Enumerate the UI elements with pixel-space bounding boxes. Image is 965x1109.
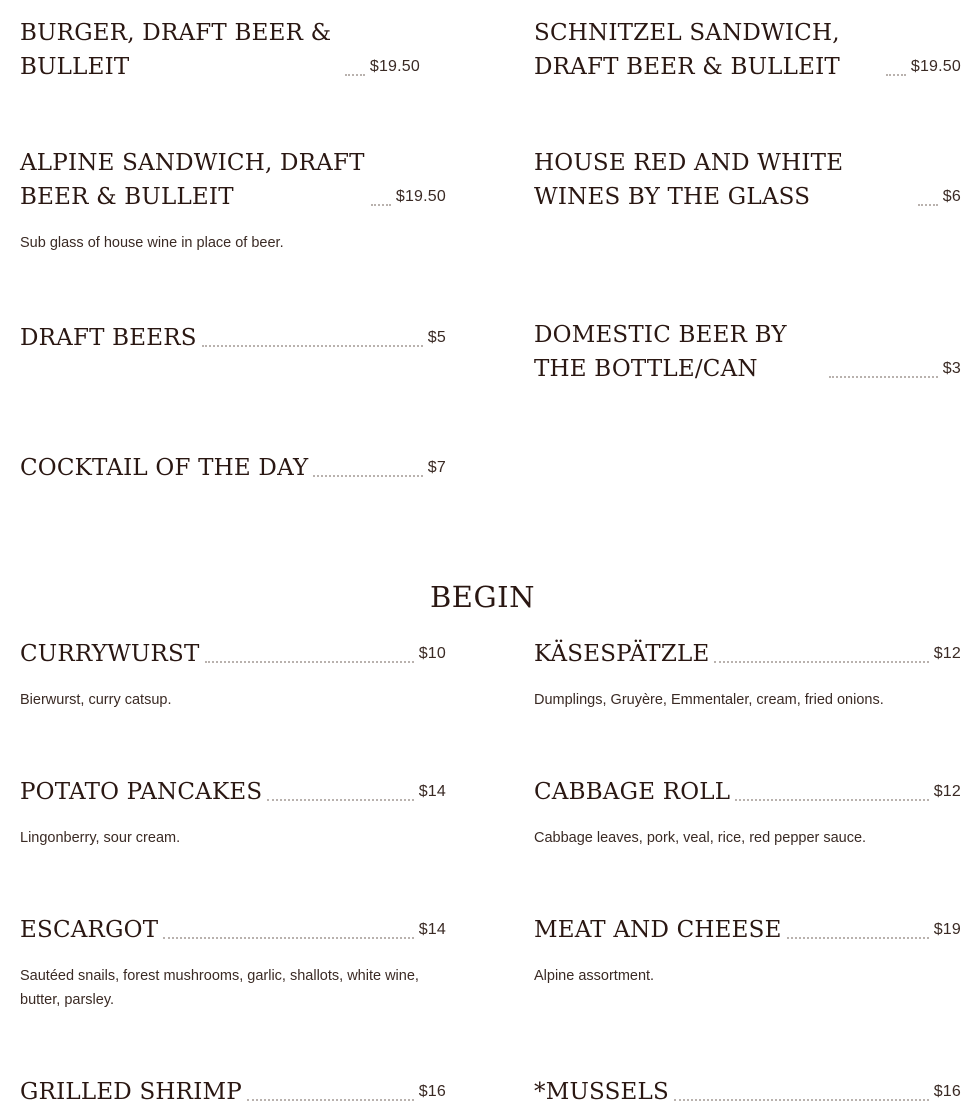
dotted-leader — [267, 799, 413, 801]
dotted-leader — [313, 475, 422, 477]
menu-item-name: ESCARGOT — [20, 917, 159, 943]
menu-item-description: Sautéed snails, forest mushrooms, garlic, shallots, white wine, butter, parsley. — [20, 968, 419, 1008]
menu-item-name: GRILLED SHRIMP — [20, 1079, 242, 1105]
dotted-leader — [735, 799, 928, 801]
menu-item-description: Bierwurst, curry catsup. — [20, 692, 172, 708]
menu-item-price: $14 — [418, 921, 446, 938]
menu-item-burger-combo — [20, 16, 446, 84]
dotted-leader — [714, 661, 928, 663]
dotted-leader — [787, 937, 929, 939]
menu-item-name: MEAT AND CHEESE — [534, 917, 782, 943]
menu-item-name: BURGER, DRAFT BEER & BULLEIT — [20, 20, 332, 80]
menu-item-name: SCHNITZEL SANDWICH, DRAFT BEER & BULLEIT — [534, 20, 840, 80]
menu-item-price: $7 — [427, 459, 446, 476]
menu-item-price: $19 — [933, 921, 961, 938]
menu-item-price: $3 — [942, 360, 961, 377]
menu-item-name: DRAFT BEERS — [20, 325, 197, 351]
menu-item-price: $5 — [427, 329, 446, 346]
menu-item-price: $19.50 — [395, 188, 446, 205]
menu-item-kasespatzle — [534, 634, 961, 712]
menu-item-name: CURRYWURST — [20, 641, 200, 667]
menu-item-name: ALPINE SANDWICH, DRAFT BEER & BULLEIT — [20, 150, 365, 210]
menu-item-price: $16 — [933, 1083, 961, 1100]
menu-item-price: $19.50 — [369, 58, 420, 75]
menu-item-alpine-combo — [20, 146, 446, 255]
menu-item-grilled-shrimp — [20, 1072, 446, 1109]
menu-item-price: $6 — [942, 188, 961, 205]
menu-item-name: KÄSESPÄTZLE — [534, 641, 710, 667]
section-title-begin: BEGIN — [430, 580, 535, 614]
menu-item-price: $16 — [418, 1083, 446, 1100]
menu-item-name: COCKTAIL OF THE DAY — [20, 455, 309, 481]
menu-item-mussels — [534, 1072, 961, 1109]
menu-item-currywurst — [20, 634, 446, 712]
menu-item-escargot — [20, 910, 446, 1012]
menu-item-price: $12 — [933, 783, 961, 800]
menu-item-name: CABBAGE ROLL — [534, 779, 731, 805]
menu-item-name: POTATO PANCAKES — [20, 779, 263, 805]
dotted-leader — [163, 937, 413, 939]
dotted-leader — [829, 376, 938, 378]
dotted-leader — [371, 204, 391, 206]
menu-item-house-wines — [534, 146, 961, 214]
menu-item-price: $12 — [933, 645, 961, 662]
menu-item-draft-beers — [20, 318, 446, 355]
menu-item-name: HOUSE RED AND WHITE WINES BY THE GLASS — [534, 150, 844, 210]
dotted-leader — [345, 74, 365, 76]
menu-item-cocktail — [20, 448, 446, 485]
menu-item-price: $19.50 — [910, 58, 961, 75]
dotted-leader — [918, 204, 938, 206]
menu-item-description: Dumplings, Gruyère, Emmentaler, cream, fried onions. — [534, 692, 884, 708]
menu-item-meat-and-cheese — [534, 910, 961, 988]
menu-item-schnitzel-combo — [534, 16, 961, 84]
dotted-leader — [205, 661, 414, 663]
dotted-leader — [886, 74, 906, 76]
menu-item-domestic-beer — [534, 318, 961, 386]
menu-item-name: DOMESTIC BEER BY THE BOTTLE/CAN — [534, 322, 787, 382]
menu-item-name: *MUSSELS — [534, 1079, 669, 1105]
menu-item-description: Alpine assortment. — [534, 968, 655, 984]
menu-item-description: Cabbage leaves, pork, veal, rice, red pepper sauce. — [534, 830, 867, 846]
menu-item-description: Lingonberry, sour cream. — [20, 830, 181, 846]
menu-item-potato-pancakes — [20, 772, 446, 850]
menu-item-price: $10 — [418, 645, 446, 662]
dotted-leader — [202, 345, 423, 347]
menu-item-cabbage-roll — [534, 772, 961, 850]
menu-item-description: Sub glass of house wine in place of beer. — [20, 235, 284, 251]
menu-item-price: $14 — [418, 783, 446, 800]
